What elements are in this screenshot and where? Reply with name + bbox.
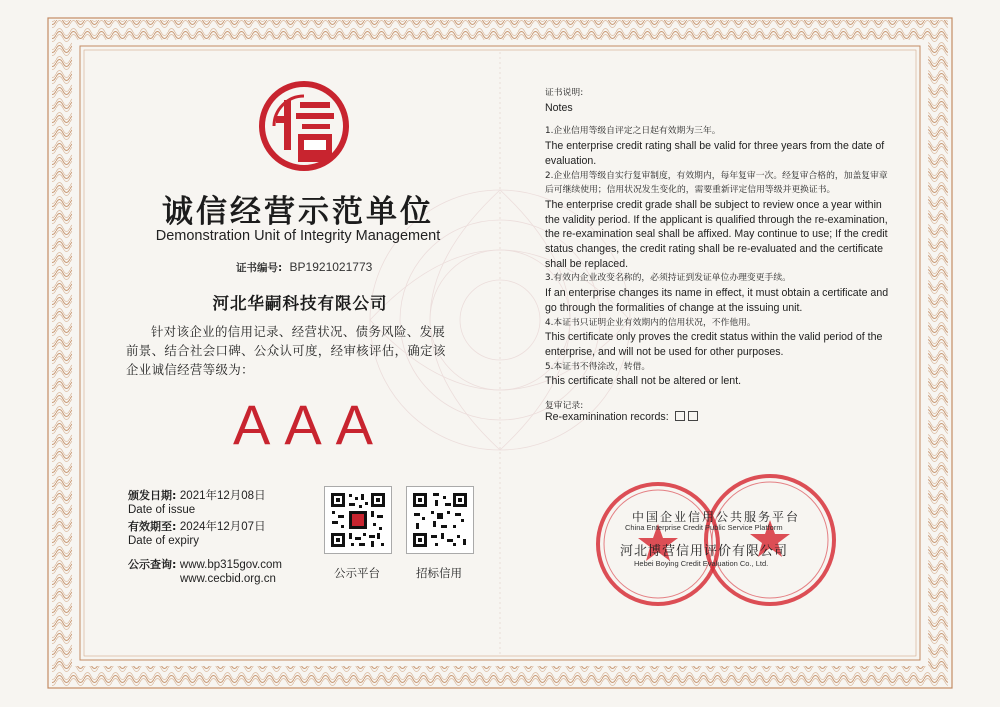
issue-date-block (128, 487, 266, 516)
title-english: Demonstration Unit of Integrity Management (155, 228, 441, 244)
issuer-platform-name: 中国企业信用公共服务平台 (632, 510, 801, 524)
qr-code-icon (411, 491, 469, 549)
qr-code-public-platform[interactable] (324, 486, 392, 554)
issue-date-label: 颁发日期: (128, 489, 177, 502)
issuer-company-name-en: Hebei Boying Credit Evaluation Co., Ltd. (634, 559, 769, 568)
company-name: 河北华嗣科技有限公司 (212, 294, 388, 313)
issuer-company-name: 河北博营信用评价有限公司 (620, 544, 789, 559)
body-line-3: 企业诚信经营等级为： (126, 362, 254, 377)
body-line-1: 针对该企业的信用记录、经营状况、债务风险、发展 (151, 324, 446, 339)
certificate-number-value: BP1921021773 (289, 260, 373, 274)
qr-label-public-platform: 公示平台 (334, 566, 380, 580)
note-4-cn: 4.本证书只证明企业有效期内的信用状况，不作他用。 (545, 317, 756, 328)
note-1-en: The enterprise credit rating shall be valid for three years from the date of evaluation. (545, 140, 885, 167)
notes-section (545, 86, 893, 389)
public-query-block (128, 556, 282, 585)
credit-rating: AAA (232, 393, 388, 456)
body-line-2: 前景、结合社会口碑、公众认可度，经审核评估，确定该 (126, 343, 446, 358)
note-2-en: The enterprise credit grade shall be subject to review once a year within the validity period. If the applicant is qualified through the re-examination, the re-examination seal shall be affixed. May continue to use; If the credit status changes, the credit rating shall be re-evaluated and the certificate shall be replaced. (545, 198, 888, 270)
note-3-cn: 3.有效内企业改变名称的，必须持证到发证单位办理变更手续。 (545, 273, 791, 284)
review-records (545, 398, 698, 423)
notes-heading-cn: 证书说明: (545, 88, 584, 98)
issuer-platform-name-en: China Enterprise Credit Public Service Platform (625, 523, 783, 532)
review-label-en: Re-examinination records: (545, 411, 669, 423)
review-checkbox[interactable] (675, 411, 685, 421)
qr-code-icon (329, 491, 387, 549)
title-chinese: 诚信经营示范单位 (162, 194, 434, 230)
issue-date-label-en: Date of issue (128, 504, 196, 516)
integrity-logo (256, 78, 352, 174)
note-4-en: This certificate only proves the credit status within the valid period of the enterprise, and will not be used for other purposes. (545, 331, 883, 358)
review-checkbox[interactable] (688, 411, 698, 421)
issue-date-value: 2021年12月08日 (179, 490, 266, 502)
expiry-date-value: 2024年12月07日 (179, 521, 266, 533)
note-3-en: If an enterprise changes its name in effect, it must obtain a certificate and go through the formalities of change at the issuing unit. (545, 287, 889, 314)
review-label-cn: 复审记录: (545, 401, 584, 411)
query-url-2[interactable]: www.cecbid.org.cn (180, 573, 276, 585)
expiry-date-label-en: Date of expiry (128, 535, 199, 547)
public-query-label: 公示查询: (128, 558, 177, 571)
expiry-date-block (128, 518, 266, 547)
note-2-cn: 2.企业信用等级自实行复审制度，有效期内，每年复审一次。经复审合格的，加盖复审章后可继续使用；信用状况发生变化的，需要重新评定信用等级并更换证书。 (545, 170, 888, 196)
certificate-number (236, 260, 372, 275)
notes-heading-en: Notes (545, 101, 573, 114)
certificate-number-label: 证书编号: (236, 262, 283, 274)
qr-label-bidding-credit: 招标信用 (416, 566, 462, 580)
note-1-cn: 1.企业信用等级自评定之日起有效期为三年。 (545, 126, 721, 137)
expiry-date-label: 有效期至: (128, 520, 177, 533)
note-5-en: This certificate shall not be altered or lent. (545, 375, 742, 388)
qr-code-bidding-credit[interactable] (406, 486, 474, 554)
query-url-1[interactable]: www.bp315gov.com (179, 559, 282, 571)
note-5-cn: 5.本证书不得涂改，转借。 (545, 361, 651, 372)
certificate-body (126, 322, 486, 379)
